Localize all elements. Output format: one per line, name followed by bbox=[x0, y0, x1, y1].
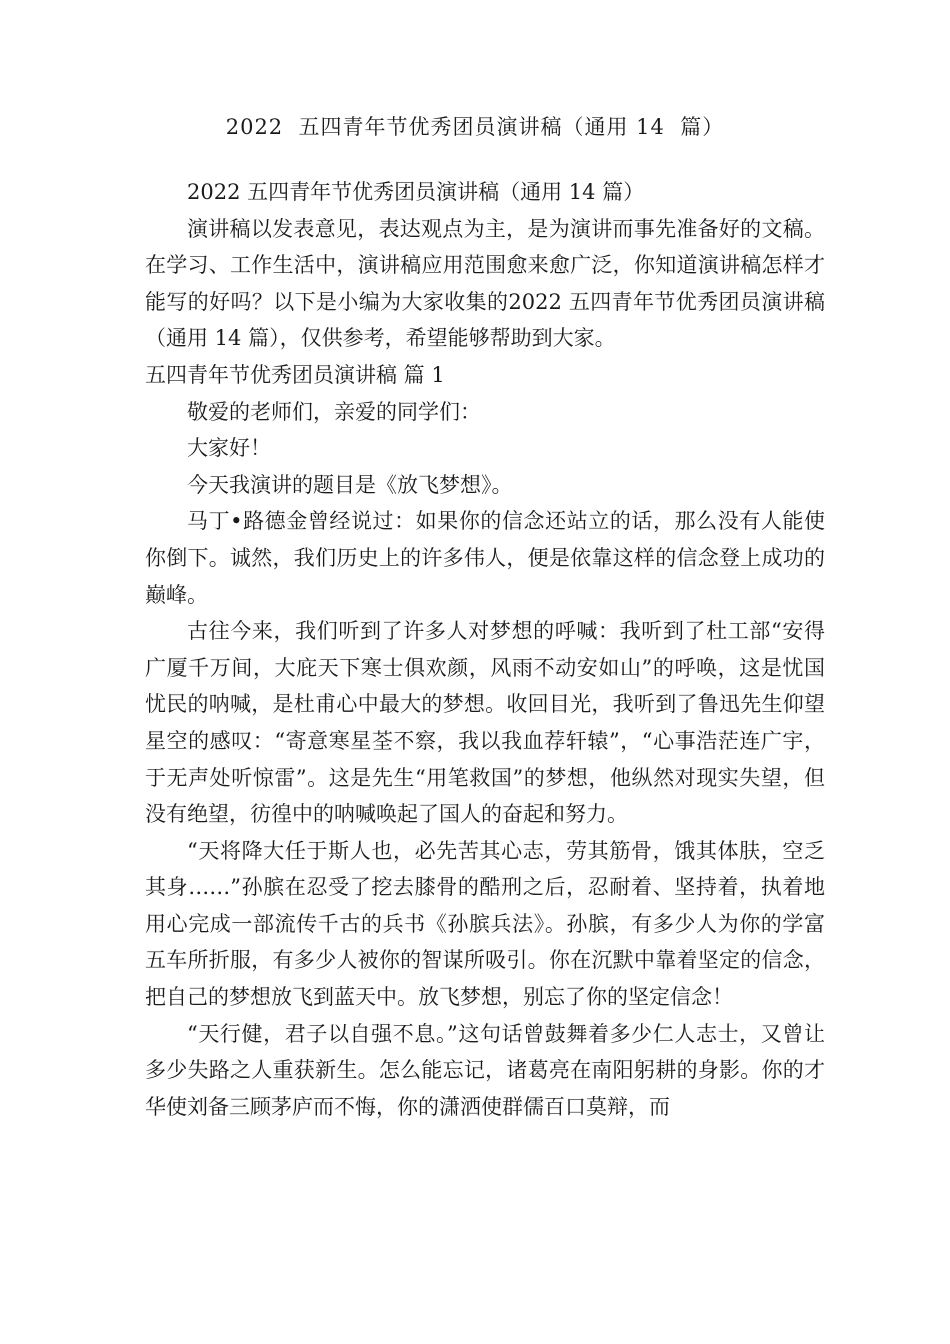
paragraph-dreams: 古往今来，我们听到了许多人对梦想的呼喊：我听到了杜工部“安得广厦千万间，大庇天下寒士俱欢颜，风雨不动安如山”的呼唤，这是忧国忧民的呐喊，是杜甫心中最大的梦想。收回目光，我听到了鲁迅先生仰望星空的感叹：“寄意寒星荃不察，我以我血荐轩辕”，“心事浩茫连广宇，于无声处听惊雷”。这是先生“用笔救国”的梦想，他纵然对现实失望，但没有绝望，彷徨中的呐喊唤起了国人的奋起和努力。 bbox=[145, 619, 825, 827]
paragraph-topic: 今天我演讲的题目是《放飞梦想》。 bbox=[187, 472, 513, 497]
paragraph-zhuge: “天行健，君子以自强不息。”这句话曾鼓舞着多少仁人志士，又曾让多少失路之人重获新生。怎么能忘记，诸葛亮在南阳躬耕的身影。你的才华使刘备三顾茅庐而不悔，你的潇洒使群儒百口莫辩，而 bbox=[145, 1021, 825, 1119]
paragraph-sunbin: “天将降大任于斯人也，必先苦其心志，劳其筋骨，饿其体肤，空乏其身……”孙膑在忍受了挖去膝骨的酷刑之后，忍耐着、坚持着，执着地用心完成一部流传千古的兵书《孙膑兵法》。孙膑，有多少人为你的学富五车所折服，有多少人被你的智谋所吸引。你在沉默中靠着坚定的信念，把自己的梦想放飞到蓝天中。放飞梦想，别忘了你的坚定信念！ bbox=[145, 838, 825, 1010]
paragraph-subtitle: 2022 五四青年节优秀团员演讲稿（通用 14 篇） bbox=[187, 180, 645, 204]
document-title: 2022 五四青年节优秀团员演讲稿（通用 14 篇） bbox=[225, 115, 725, 139]
paragraph-greeting: 敬爱的老师们，亲爱的同学们： bbox=[187, 399, 481, 424]
paragraph-intro: 演讲稿以发表意见，表达观点为主，是为演讲而事先准备好的文稿。在学习、工作生活中，演讲稿应用范围愈来愈广泛，你知道演讲稿怎样才能写的好吗？以下是小编为大家收集的2022 五四青年节优秀团员演讲稿（通用 14 篇），仅供参考，希望能够帮助到大家。 bbox=[145, 216, 825, 351]
section-heading: 五四青年节优秀团员演讲稿 篇 1 bbox=[145, 362, 445, 387]
document-body bbox=[145, 174, 825, 1125]
paragraph-mlk: 马丁•路德金曾经说过：如果你的信念还站立的话，那么没有人能使你倒下。诚然，我们历史上的许多伟人，便是依靠这样的信念登上成功的巅峰。 bbox=[145, 509, 825, 607]
paragraph-hello: 大家好！ bbox=[187, 436, 271, 461]
